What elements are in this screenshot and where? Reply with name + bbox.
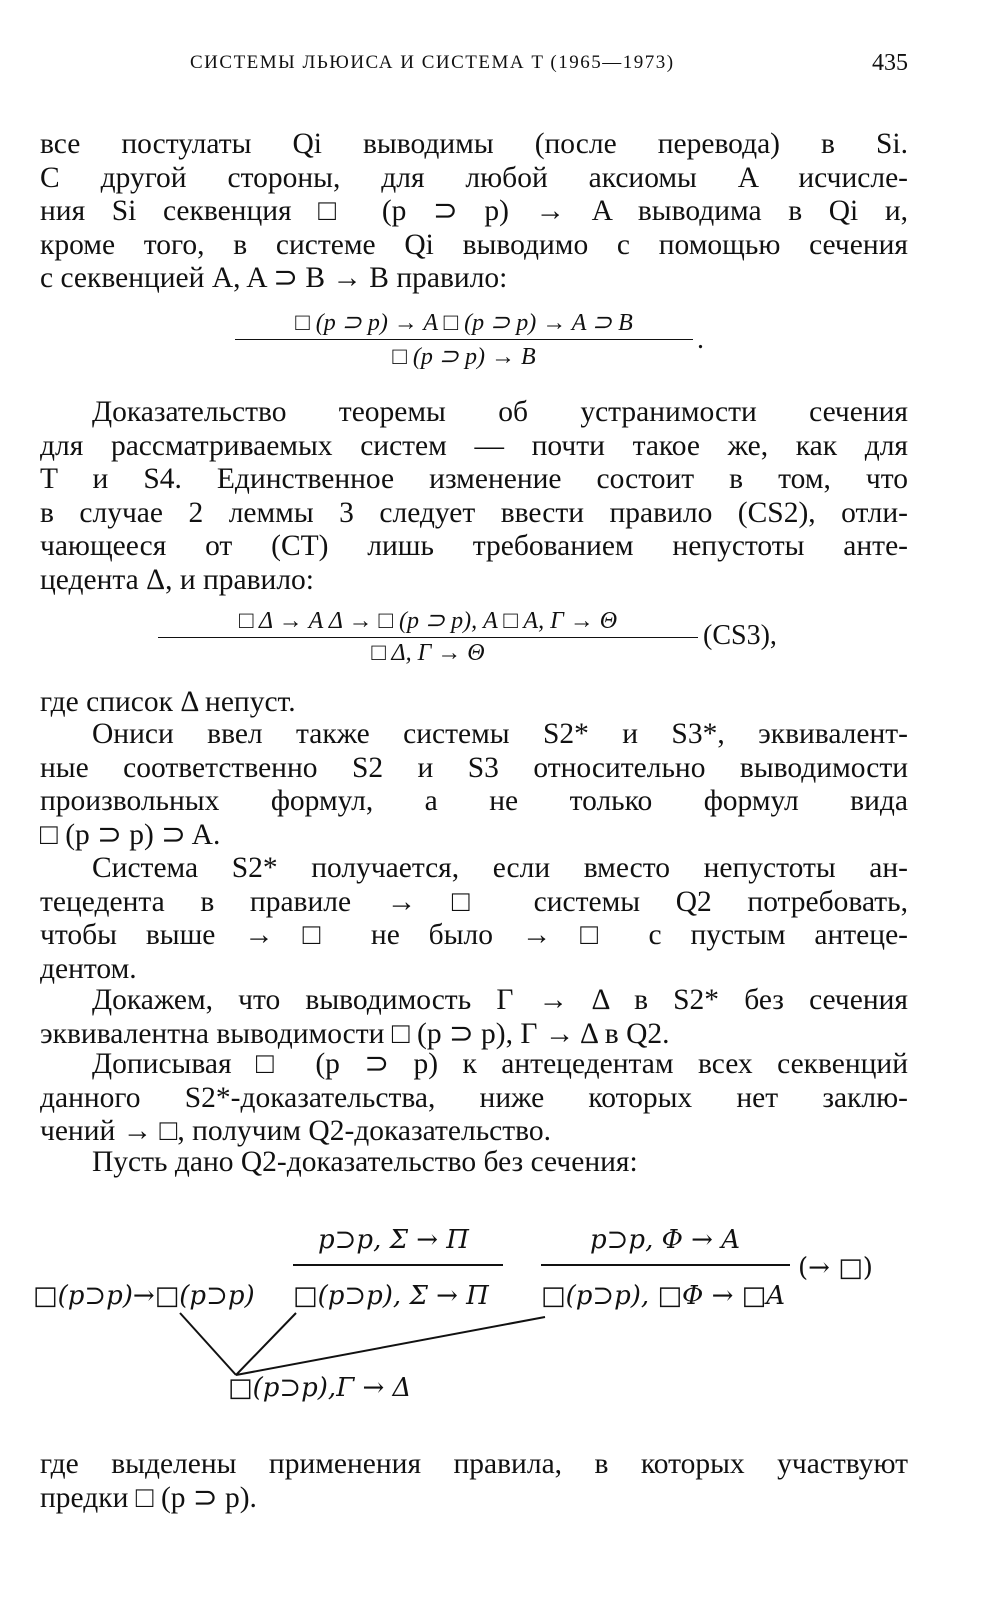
inference-line <box>158 637 698 638</box>
text-line: С другой стороны, для любой аксиомы A исчисле- <box>40 161 908 194</box>
text-line: Система S2* получается, если вместо непустоты ан- <box>92 852 908 884</box>
text-line: Доказательство теоремы об устранимости сечения <box>92 396 908 428</box>
inference-line <box>235 339 693 340</box>
text-line: Дописывая □ (p ⊃ p) к антецедентам всех секвенций <box>92 1048 908 1080</box>
text-line: чающееся от (CT) лишь требованием непустоты анте- <box>40 530 908 562</box>
proof-tree-lines <box>0 1205 991 1435</box>
text-line: для рассматриваемых систем — почти такое же, как для <box>40 429 908 462</box>
text-line: произвольных формул, а не только формул вида <box>40 785 908 817</box>
conclusion-sequent: □(p⊃p),Γ → Δ <box>228 1373 412 1403</box>
formula-period: . <box>697 324 704 355</box>
text-line: тецедента в правиле → □ системы Q2 потребовать, <box>40 885 908 918</box>
paragraph-2 <box>40 396 908 597</box>
text-line: предки □ (p ⊃ p). <box>40 1481 257 1514</box>
proof-tree-diagram <box>0 1205 991 1435</box>
rule-tag: (CS3), <box>703 620 777 651</box>
text-line: с секвенцией A, A ⊃ B → B правило: <box>40 262 508 294</box>
paragraph-4 <box>40 718 908 852</box>
text-line: где список Δ непуст. <box>40 686 296 718</box>
text-line: данного S2*-доказательства, ниже которых нет заклю- <box>40 1081 908 1114</box>
text-line: Пусть дано Q2-доказательство без сечения: <box>92 1146 638 1178</box>
paragraph-7 <box>40 1048 908 1149</box>
text-line: где выделены применения правила, в которых участвуют <box>40 1448 908 1480</box>
derived-sequent: □(p⊃p), □Φ → □A <box>541 1281 785 1311</box>
text-line: ния Si секвенция □ (p ⊃ p) → A выводима в Qi и, <box>40 195 908 227</box>
axiom-sequent: □(p⊃p)→□(p⊃p) <box>33 1281 255 1311</box>
paragraph-9 <box>40 1448 908 1515</box>
text-line: цедента Δ, и правило: <box>40 563 314 596</box>
text-line: эквивалентна выводимости □ (p ⊃ p), Γ → Δ в Q2. <box>40 1017 670 1050</box>
rule-premises: □ (p ⊃ p) → A □ (p ⊃ p) → A ⊃ B <box>295 310 633 336</box>
premise-sequent: p⊃p, Σ → Π <box>318 1225 469 1255</box>
page-number: 435 <box>872 50 908 76</box>
text-line: Ониси ввел также системы S2* и S3*, эквивалент- <box>92 718 908 750</box>
running-title: СИСТЕМЫ ЛЬЮИСА И СИСТЕМА T (1965—1973) <box>190 52 675 73</box>
text-line: T и S4. Единственное изменение состоит в том, что <box>40 463 908 495</box>
premise-sequent: p⊃p, Φ → A <box>590 1225 741 1255</box>
inference-rule-formula <box>235 308 704 371</box>
paragraph-6 <box>40 984 908 1051</box>
text-line: Докажем, что выводимость Γ → Δ в S2* без сечения <box>92 984 908 1016</box>
text-line: в случае 2 леммы 3 следует ввести правило (CS2), отли- <box>40 496 908 529</box>
rule-premises: □ Δ → A Δ → □ (p ⊃ p), A □ A, Γ → Θ <box>238 608 618 634</box>
rule-conclusion: □ Δ, Γ → Θ <box>371 640 485 666</box>
text-line: все постулаты Qi выводимы (после перевода) в Si. <box>40 128 908 160</box>
text-line: чений → □, получим Q2-доказательство. <box>40 1115 551 1147</box>
paragraph-1 <box>40 128 908 296</box>
text-line: ные соответственно S2 и S3 относительно выводимости <box>40 751 908 784</box>
text-line: □ (p ⊃ p) ⊃ A. <box>40 818 221 851</box>
rule-conclusion: □ (p ⊃ p) → B <box>392 344 536 370</box>
derived-sequent: □(p⊃p), Σ → Π <box>293 1281 489 1311</box>
paragraph-8 <box>40 1146 908 1180</box>
paragraph-3 <box>40 686 908 720</box>
text-line: дентом. <box>40 952 137 985</box>
text-line: чтобы выше → □ не было → □ с пустым антеце- <box>40 919 908 951</box>
text-line: кроме того, в системе Qi выводимо с помощью сечения <box>40 228 908 261</box>
cs3-rule-formula <box>158 606 777 667</box>
paragraph-5 <box>40 852 908 986</box>
rule-label: (→ □) <box>798 1253 873 1283</box>
page-header <box>190 52 908 86</box>
